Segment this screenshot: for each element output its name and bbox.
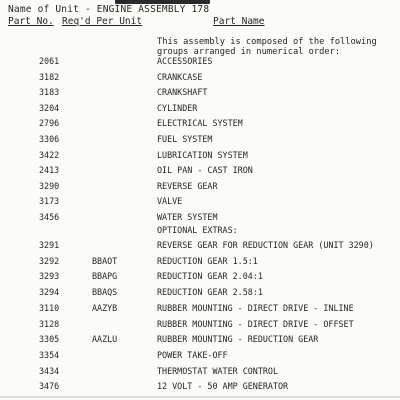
required-code: BBAOT: [92, 255, 118, 266]
part-number: 3204: [39, 102, 60, 113]
part-name: RUBBER MOUNTING - DIRECT DRIVE - OFFSET: [157, 318, 354, 329]
list-item: [0, 270, 400, 282]
list-item: [0, 102, 400, 114]
part-number: 3294: [39, 287, 60, 298]
list-item: [0, 133, 400, 145]
part-number: 3476: [39, 381, 60, 392]
list-item: [0, 255, 400, 267]
list-item: [0, 55, 400, 67]
part-number: 3290: [39, 180, 60, 191]
part-name: REVERSE GEAR FOR REDUCTION GEAR (UNIT 3290): [157, 240, 374, 250]
part-number: 3306: [39, 134, 60, 144]
list-item: [0, 380, 400, 392]
list-item: [0, 365, 400, 377]
list-item: [0, 211, 400, 223]
optional-extras-title: OPTIONAL EXTRAS:: [157, 225, 238, 235]
list-item: [0, 86, 400, 98]
part-name: CRANKCASE: [157, 71, 203, 82]
col-part-no: Part No.: [8, 16, 54, 27]
required-code: BBAPG: [92, 271, 118, 282]
part-name: ACCESSORIES: [157, 56, 213, 66]
unit-name: Name of Unit - ENGINE ASSEMBLY 178: [8, 4, 210, 15]
required-code: AAZYB: [92, 302, 118, 313]
list-item: [0, 286, 400, 298]
part-number: 3354: [39, 349, 60, 360]
part-number: 3292: [39, 255, 60, 266]
page-bottom-edge: [0, 396, 400, 398]
list-item: [0, 180, 400, 192]
part-number: 3305: [39, 334, 60, 345]
part-number: 3182: [39, 71, 60, 82]
part-name: REDUCTION GEAR 1.5:1: [157, 255, 258, 266]
list-item: [0, 117, 400, 129]
list-item: [0, 149, 400, 161]
part-number: 3173: [39, 196, 60, 207]
part-name: REDUCTION GEAR 2.04:1: [157, 271, 263, 282]
part-number: 3293: [39, 271, 60, 282]
part-number: 3456: [39, 212, 60, 222]
part-number: 2413: [39, 165, 60, 176]
part-name: LUBRICATION SYSTEM: [157, 149, 248, 160]
part-name: WATER SYSTEM: [157, 212, 218, 222]
part-number: 3110: [39, 302, 60, 313]
part-name: CYLINDER: [157, 102, 198, 113]
required-code: AAZLU: [92, 334, 118, 345]
part-number: 3128: [39, 318, 60, 329]
list-item: [0, 195, 400, 207]
part-name: THERMOSTAT WATER CONTROL: [157, 365, 279, 376]
col-reqd-per-unit: Req'd Per Unit: [62, 16, 143, 27]
list-item: [0, 333, 400, 345]
required-code: BBAQS: [92, 287, 118, 298]
part-number: 2796: [39, 118, 60, 129]
part-number: 3422: [39, 149, 60, 160]
part-name: VALVE: [157, 196, 183, 207]
part-number: 3434: [39, 365, 60, 376]
part-name: OIL PAN - CAST IRON: [157, 165, 253, 176]
list-item: [0, 164, 400, 176]
part-name: RUBBER MOUNTING - REDUCTION GEAR: [157, 334, 319, 345]
list-item: [0, 349, 400, 361]
list-item: [0, 318, 400, 330]
list-item: [0, 71, 400, 83]
part-number: 3291: [39, 240, 60, 250]
part-name: CRANKSHAFT: [157, 87, 208, 98]
list-item: [0, 239, 400, 251]
part-name: REVERSE GEAR: [157, 180, 218, 191]
intro-text: This assembly is composed of the following groups arranged in numerical order:: [157, 37, 377, 57]
part-name: 12 VOLT - 50 AMP GENERATOR: [157, 381, 289, 392]
part-name: ELECTRICAL SYSTEM: [157, 118, 243, 129]
part-number: 2061: [39, 56, 60, 66]
part-name: FUEL SYSTEM: [157, 134, 213, 144]
column-headers: [0, 16, 400, 30]
part-name: RUBBER MOUNTING - DIRECT DRIVE - INLINE: [157, 302, 354, 313]
part-name: POWER TAKE-OFF: [157, 349, 228, 360]
part-name: REDUCTION GEAR 2.58:1: [157, 287, 263, 298]
part-number: 3183: [39, 87, 60, 98]
col-part-name: Part Name: [213, 16, 265, 27]
list-item: [0, 302, 400, 314]
